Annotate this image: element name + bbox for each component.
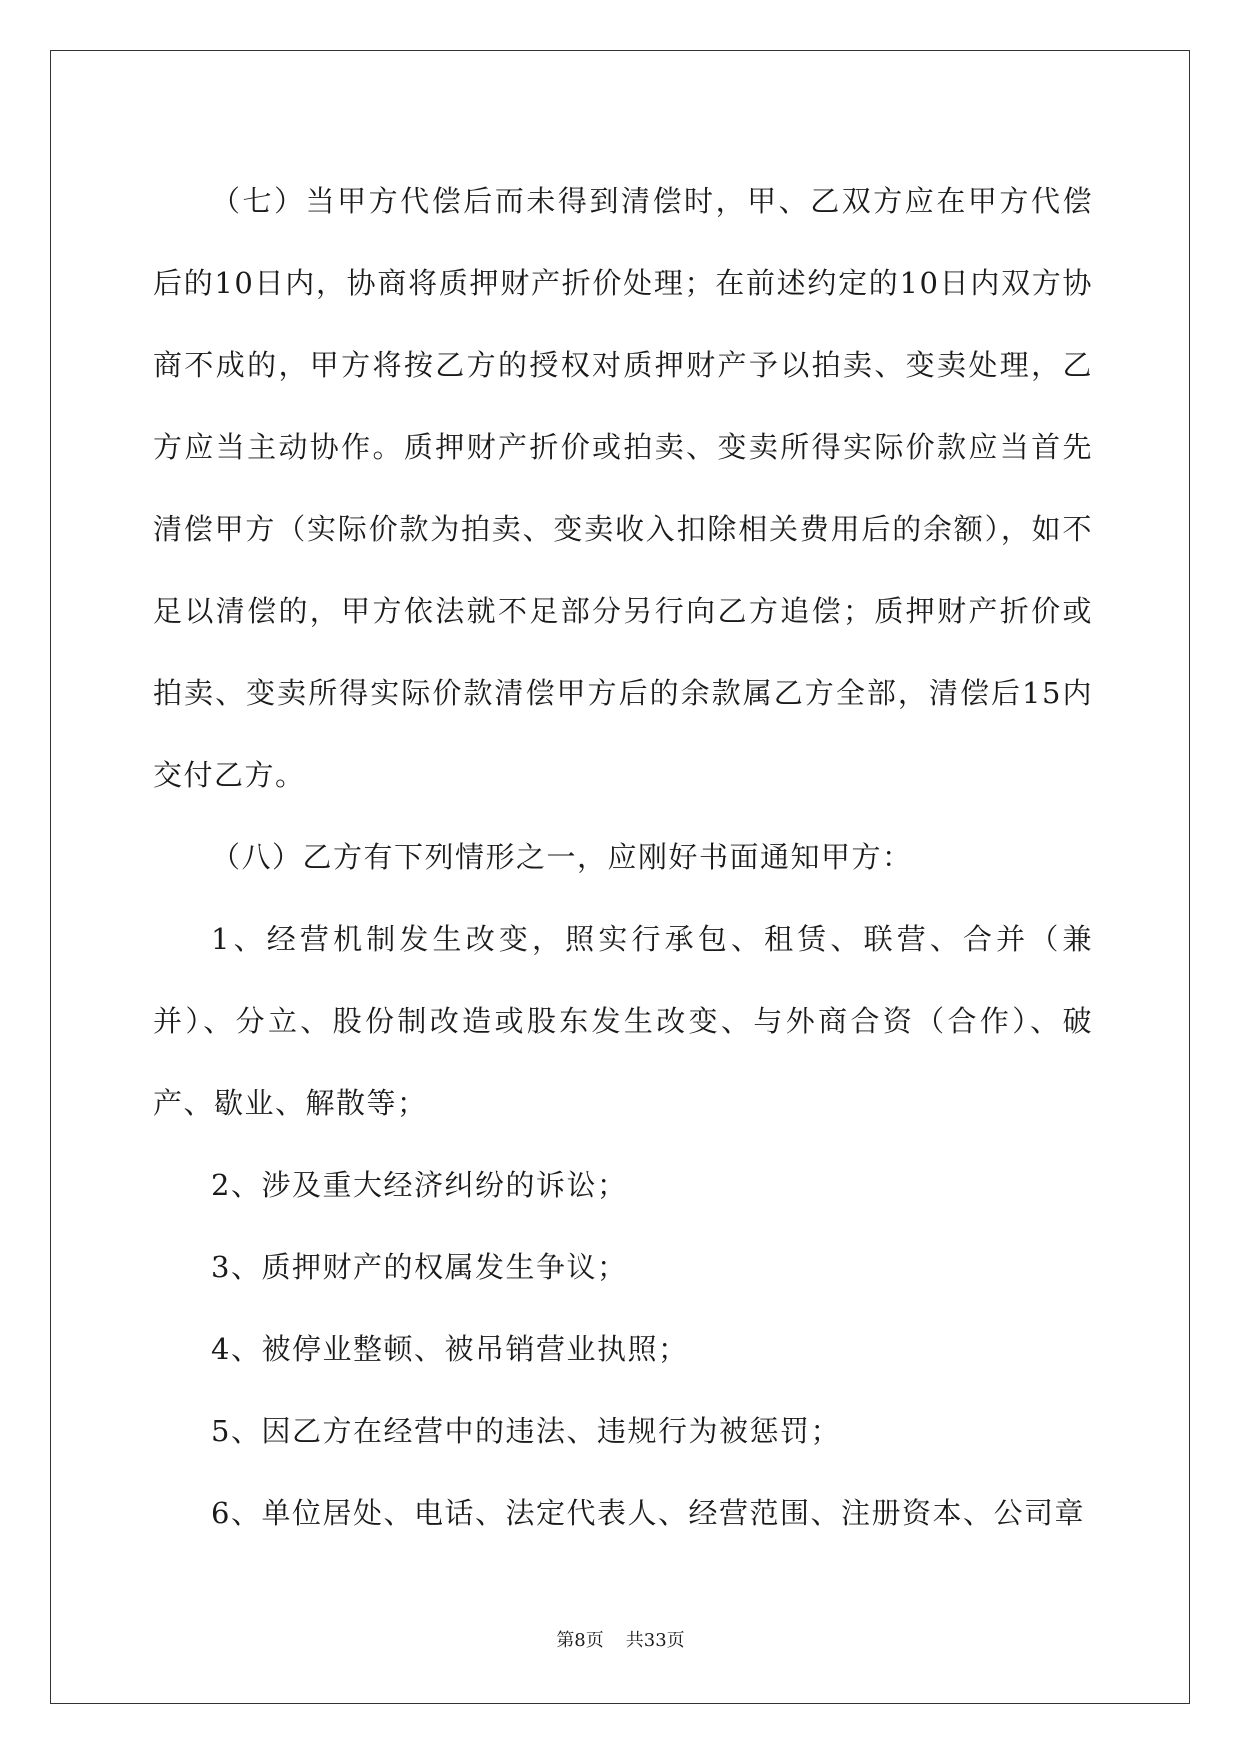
list-item-3: 3、质押财产的权属发生争议； <box>211 1250 628 1284</box>
paragraph-clause-8: （八）乙方有下列情形之一，应刚好书面通知甲方： <box>211 840 913 874</box>
page-footer <box>0 1626 1241 1652</box>
list-item-2: 2、涉及重大经济纠纷的诉讼； <box>211 1168 628 1202</box>
page-number: 第8页 <box>556 1630 604 1651</box>
list-item-6: 6、单位居处、电话、法定代表人、经营范围、注册资本、公司章 <box>211 1496 1085 1530</box>
paragraph-clause-7: （七）当甲方代偿后而未得到清偿时，甲、乙双方应在甲方代偿后的10日内，协商将质押财产折价处理；在前述约定的10日内双方协商不成的，甲方将按乙方的授权对质押财产予以拍卖、变卖处理，乙方应当主动协作。质押财产折价或拍卖、变卖所得实际价款应当首先清偿甲方（实际价款为拍卖、变卖收入扣除相关费用后的余额），如不足以清偿的，甲方依法就不足部分另行向乙方追偿；质押财产折价或拍卖、变卖所得实际价款清偿甲方后的余款属乙方全部，清偿后15内交付乙方。 <box>153 184 1093 792</box>
document-body <box>153 160 1093 1554</box>
list-item-1: 1、经营机制发生改变，照实行承包、租赁、联营、合并（兼并）、分立、股份制改造或股东发生改变、与外商合资（合作）、破产、歇业、解散等； <box>153 922 1093 1120</box>
list-item-5: 5、因乙方在经营中的违法、违规行为被惩罚； <box>211 1414 841 1448</box>
list-item-4: 4、被停业整顿、被吊销营业执照； <box>211 1332 689 1366</box>
page-total: 共33页 <box>625 1630 685 1651</box>
